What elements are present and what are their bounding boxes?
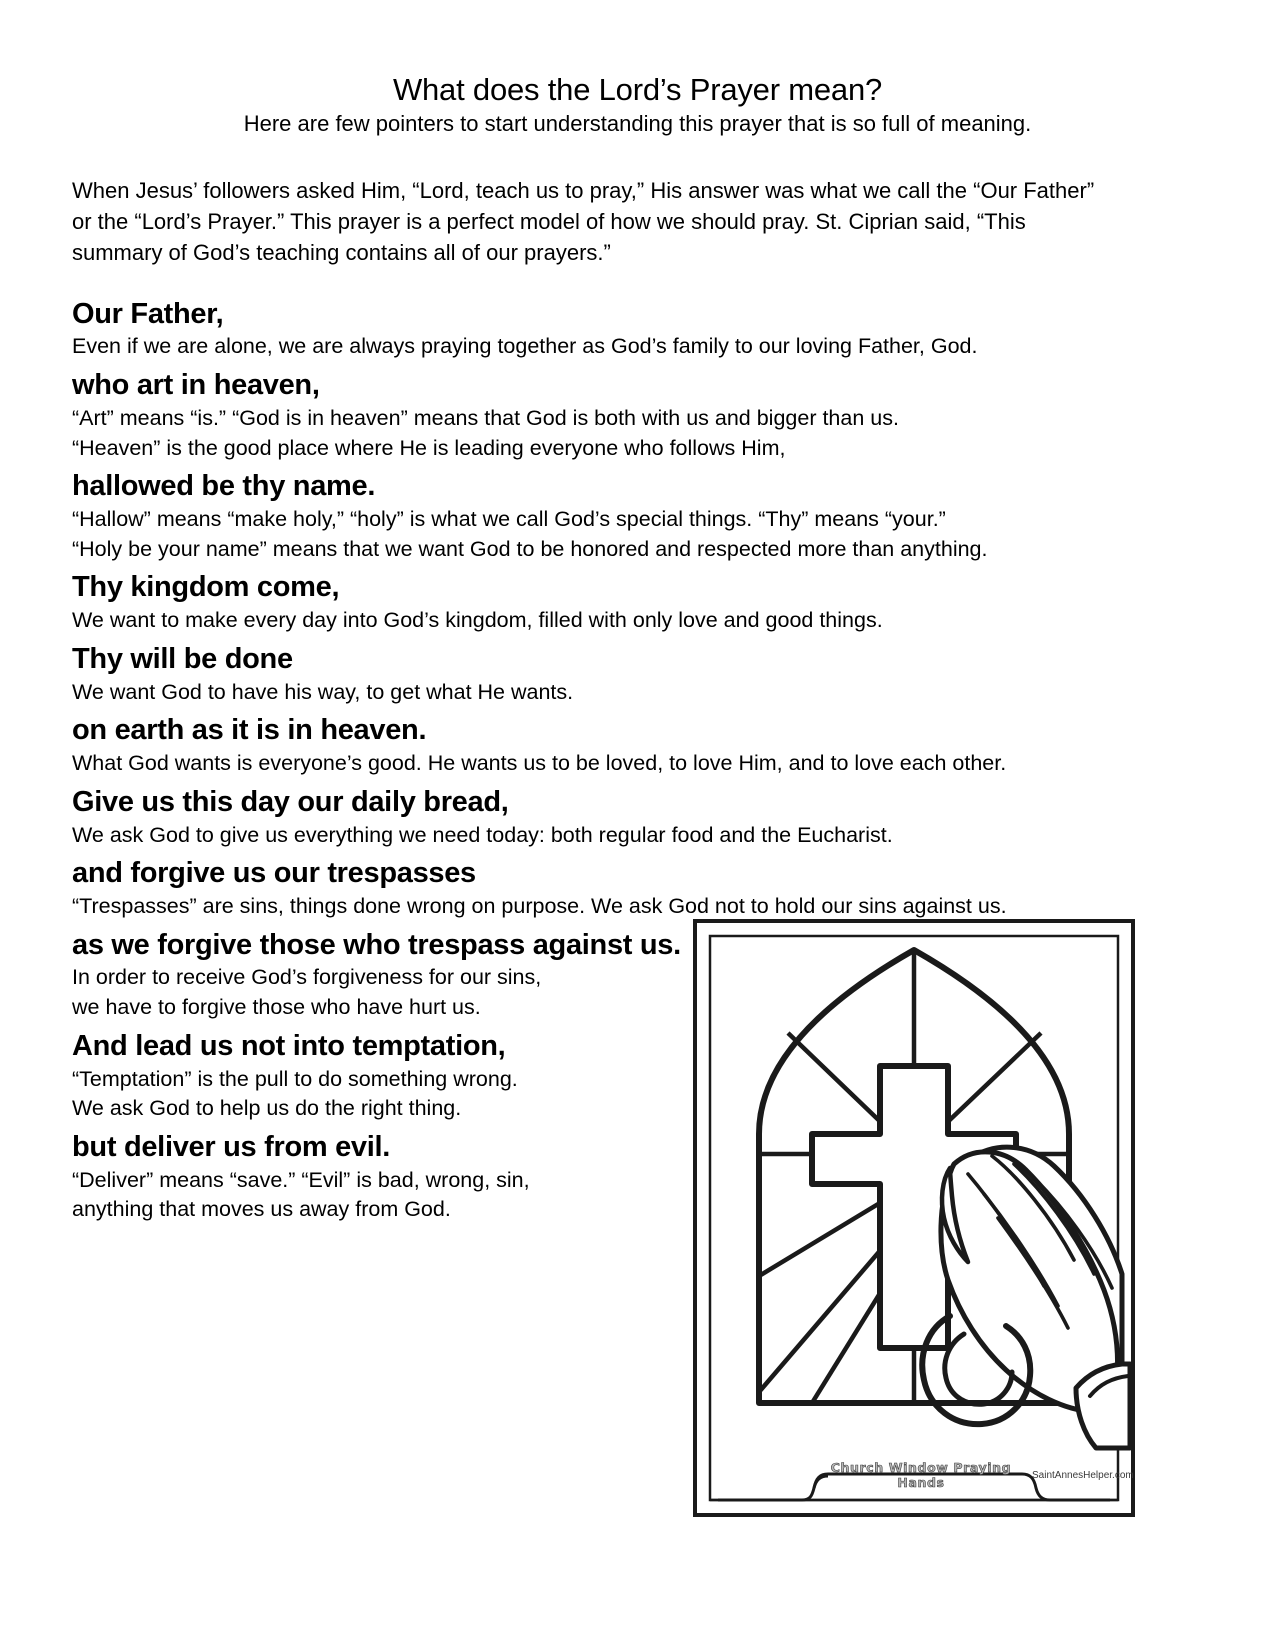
- petition-gloss-line: we have to forgive those who have hurt us.: [72, 995, 481, 1020]
- petition-heading: Our Father,: [72, 297, 224, 330]
- petition-heading: Thy will be done: [72, 642, 293, 675]
- petition-gloss-line: We ask God to help us do the right thing.: [72, 1096, 462, 1121]
- prayer-section: [72, 570, 1203, 635]
- petition-gloss-line: anything that moves us away from God.: [72, 1197, 451, 1222]
- illustration-caption: Church Window Praying Hands: [830, 1460, 1012, 1490]
- petition-gloss-line: We want God to have his way, to get what He wants.: [72, 679, 574, 704]
- petition-gloss-line: Even if we are alone, we are always praying together as God’s family to our loving Father, God.: [72, 334, 978, 359]
- petition-heading: but deliver us from evil.: [72, 1130, 391, 1163]
- petition-heading: as we forgive those who trespass against us.: [72, 928, 681, 961]
- church-window-praying-hands-drawing: [692, 918, 1136, 1518]
- petition-gloss-line: What God wants is everyone’s good. He wants us to be loved, to love Him, and to love each other.: [72, 751, 1007, 776]
- petition-gloss-line: We want to make every day into God’s kingdom, filled with only love and good things.: [72, 608, 883, 633]
- petition-gloss-line: “Holy be your name” means that we want God to be honored and respected more than anything.: [72, 536, 988, 561]
- illustration-credit: SaintAnnesHelper.com: [1032, 1470, 1134, 1481]
- petition-heading: and forgive us our trespasses: [72, 857, 476, 890]
- petition-gloss-line: “Heaven” is the good place where He is leading everyone who follows Him,: [72, 435, 786, 460]
- intro-paragraph: When Jesus’ followers asked Him, “Lord, teach us to pray,” His answer was what we call the “Our Father” or the “Lord’s Prayer.” This prayer is a perfect model of how we should pray. St. Ciprian said, “This summary of God’s teaching contains all of our prayers.”: [72, 177, 1095, 266]
- page-title: What does the Lord’s Prayer mean?: [392, 72, 883, 107]
- petition-gloss-line: “Deliver” means “save.” “Evil” is bad, wrong, sin,: [72, 1167, 530, 1192]
- page-subtitle: Here are few pointers to start understanding this prayer that is so full of meaning.: [243, 110, 1032, 136]
- prayer-section: [72, 642, 1203, 707]
- prayer-section: [72, 297, 1203, 362]
- petition-gloss-line: “Art” means “is.” “God is in heaven” means that God is both with us and bigger than us.: [72, 405, 899, 430]
- prayer-section: [72, 713, 1203, 778]
- prayer-section: [72, 785, 1203, 850]
- petition-heading: And lead us not into temptation,: [72, 1029, 506, 1062]
- petition-heading: who art in heaven,: [72, 369, 320, 402]
- petition-gloss-line: “Hallow” means “make holy,” “holy” is what we call God’s special things. “Thy” means “your.”: [72, 507, 946, 532]
- petition-heading: Give us this day our daily bread,: [72, 785, 509, 818]
- prayer-section: [72, 856, 1203, 921]
- petition-heading: Thy kingdom come,: [72, 571, 340, 604]
- coloring-page-illustration: [692, 918, 1136, 1518]
- petition-heading: hallowed be thy name.: [72, 470, 376, 503]
- petition-gloss-line: “Temptation” is the pull to do something wrong.: [72, 1066, 518, 1091]
- petition-gloss-line: “Trespasses” are sins, things done wrong on purpose. We ask God not to hold our sins against us.: [72, 893, 1007, 918]
- petition-gloss-line: We ask God to give us everything we need today: both regular food and the Eucharist.: [72, 822, 893, 847]
- prayer-section: [72, 368, 1203, 463]
- prayer-section: [72, 469, 1203, 564]
- petition-heading: on earth as it is in heaven.: [72, 714, 427, 747]
- petition-gloss-line: In order to receive God’s forgiveness for our sins,: [72, 965, 542, 990]
